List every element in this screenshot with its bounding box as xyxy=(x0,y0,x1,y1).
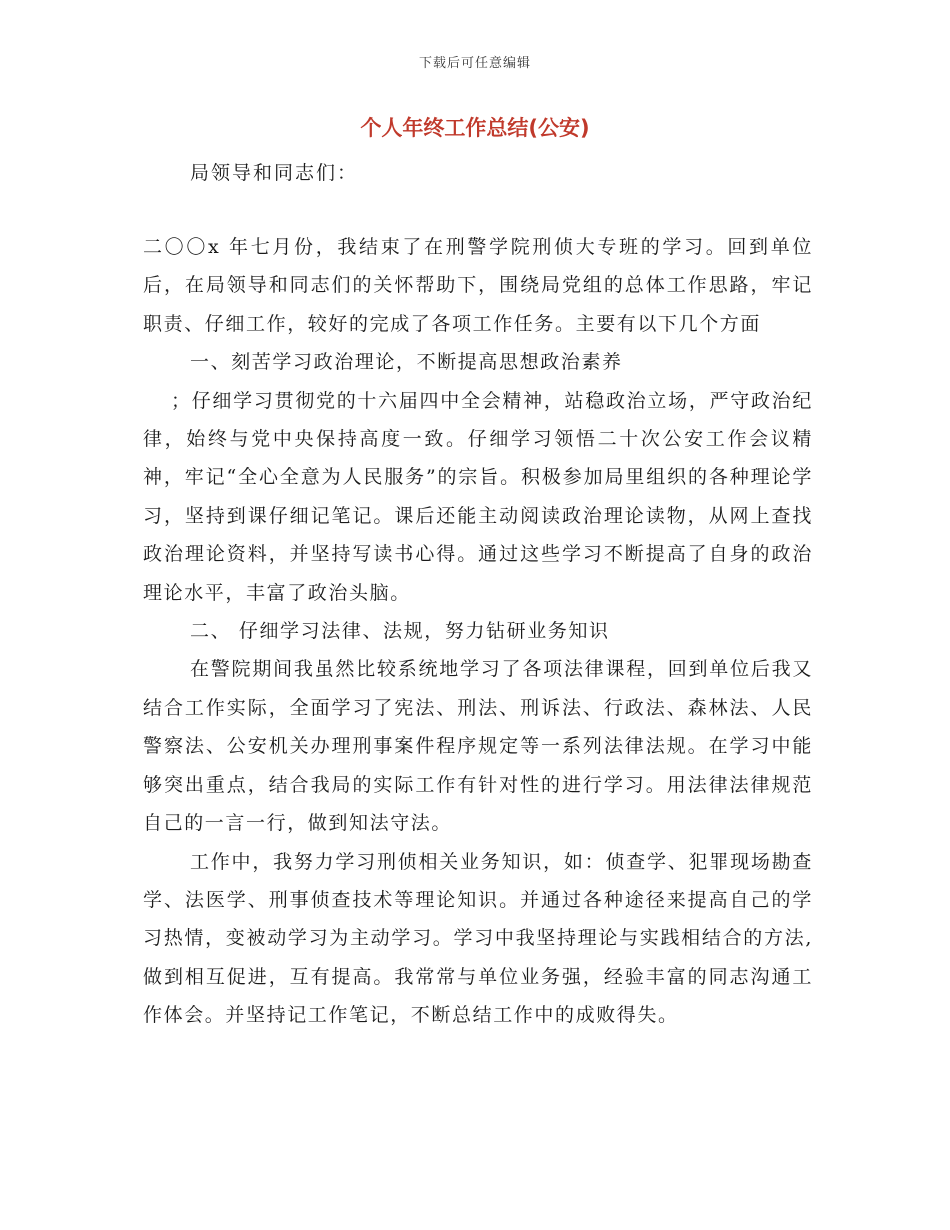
salutation: 局领导和同志们： xyxy=(190,162,359,184)
section-heading-1: 一、刻苦学习政治理论，不断提高思想政治素养 xyxy=(190,351,623,374)
paragraph-work: 工作中，我努力学习刑侦相关业务知识，如：侦查学、犯罪现场勘查学、法医学、刑事侦查技术等理论知识。并通过各种途径来提高自己的学习热情，变被动学习为主动学习。学习中我坚持理论与实践相结合的方法,做到相互促进，互有提高。我常常与单位业务强，经验丰富的同志沟通工作体会。并坚持记工作笔记，不断总结工作中的成败得失。 xyxy=(143,850,813,1027)
paragraph-intro: 二〇〇x 年七月份，我结束了在刑警学院刑侦大专班的学习。回到单位后，在局领导和同志们的关怀帮助下，围绕局党组的总体工作思路，牢记职责、仔细工作，较好的完成了各项工作任务。主要有以下几个方面 xyxy=(143,236,813,335)
paragraph-politics: ；仔细学习贯彻党的十六届四中全会精神，站稳政治立场，严守政治纪律，始终与党中央保持高度一致。仔细学习领悟二十次公安工作会议精神，牢记“全心全意为人民服务”的宗旨。积极参加局里组织的各种理论学习，坚持到课仔细记笔记。课后还能主动阅读政治理论读物，从网上查找政治理论资料，并坚持写读书心得。通过这些学习不断提高了自身的政治理论水平，丰富了政治头脑。 xyxy=(143,389,813,604)
header-note: 下载后可任意编辑 xyxy=(418,56,531,71)
section-heading-2: 二、 仔细学习法律、法规，努力钻研业务知识 xyxy=(190,620,610,643)
paragraph-law: 在警院期间我虽然比较系统地学习了各项法律课程，回到单位后我又结合工作实际，全面学习了宪法、刑法、刑诉法、行政法、森林法、人民警察法、公安机关办理刑事案件程序规定等一系列法律法规。在学习中能够突出重点，结合我局的实际工作有针对性的进行学习。用法律法律规范自己的一言一行，做到知法守法。 xyxy=(143,658,813,835)
document-title: 个人年终工作总结(公安) xyxy=(360,116,590,140)
document-body xyxy=(143,228,813,1035)
